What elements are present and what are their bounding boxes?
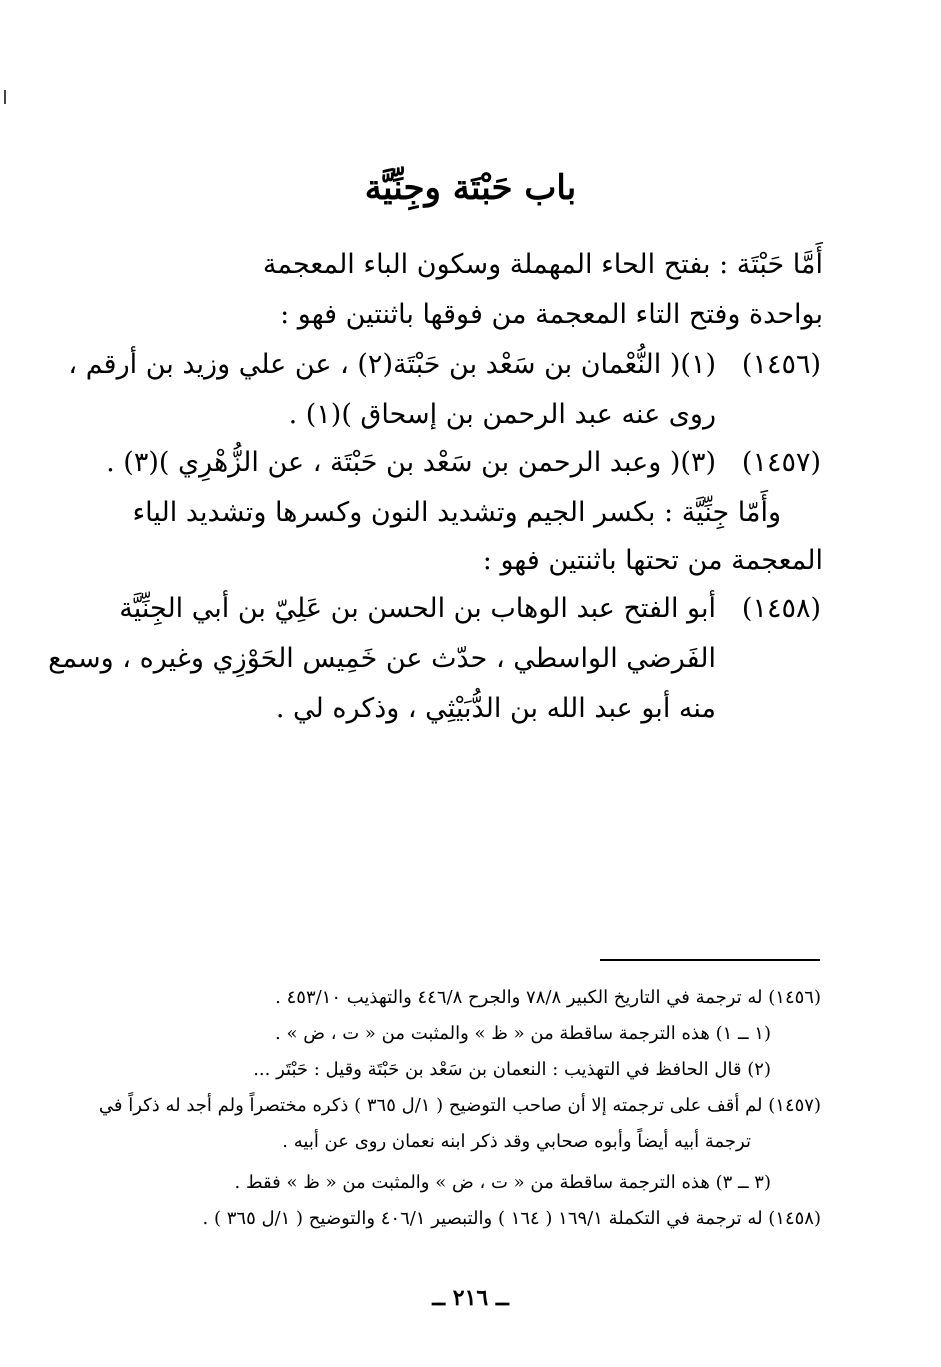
entry-line: (١)( النُّعْمان بن سَعْد بن حَبْتَة(٢) ، عن علي وزيد بن أرقم ، <box>68 349 716 380</box>
footnote-separator <box>600 959 820 961</box>
chapter-title: باب حَبْتَة وجِنِّيَّة <box>364 168 577 208</box>
entry-line: روى عنه عبد الرحمن بن إسحاق )(١) . <box>288 399 716 430</box>
intro-line: وأَمّا جِنِّيَّة : بكسر الجيم وتشديد النون وكسرها وتشديد الياء <box>132 497 781 528</box>
page-number: ــ ٢١٦ ــ <box>432 1285 509 1311</box>
scan-mark <box>4 90 6 104</box>
entry-line: (٣)( وعبد الرحمن بن سَعْد بن حَبْتَة ، عن الزُّهْرِي )(٣) . <box>106 447 716 478</box>
entry-line: أبو الفتح عبد الوهاب بن الحسن بن عَلِيّ بن أبي الجِنِّيَّة <box>119 593 716 624</box>
entry-line: منه أبو عبد الله بن الدُّبَيْثِي ، وذكره لي . <box>275 693 716 724</box>
footnote: (١٤٥٦) له ترجمة في التاريخ الكبير ٧٨/٨ والجرح ٤٤٦/٨ والتهذيب ٤٥٣/١٠ . <box>275 987 821 1008</box>
footnote: ترجمة أبيه أيضاً وأبوه صحابي وقد ذكر ابنه نعمان روى عن أبيه . <box>282 1131 751 1152</box>
footnote: (١٤٥٨) له ترجمة في التكملة ١٦٩/١ ( ١٦٤ ) والتبصير ٤٠٦/١ والتوضيح ( ١/ل ٣٦٥ ) . <box>202 1208 821 1229</box>
entry-number: (١٤٥٨) <box>741 593 821 624</box>
entry-number: (١٤٥٧) <box>741 447 821 478</box>
intro-line: المعجمة من تحتها باثنتين فهو : <box>482 545 823 576</box>
footnote: (١ ــ ١) هذه الترجمة ساقطة من « ظ » والمثبت من « ت ، ض » . <box>275 1023 771 1044</box>
entry-number: (١٤٥٦) <box>741 349 821 380</box>
entry-line: الفَرضي الواسطي ، حدّث عن خَمِيس الحَوْزِي وغيره ، وسمع <box>48 643 716 674</box>
footnote: (١٤٥٧) لم أقف على ترجمته إلا أن صاحب التوضيح ( ١/ل ٣٦٥ ) ذكره مختصراً ولم أجد له ذكراً في <box>98 1095 821 1116</box>
footnote: (٣ ــ ٣) هذه الترجمة ساقطة من « ت ، ض » والمثبت من « ظ » فقط . <box>234 1172 771 1193</box>
intro-line: أَمَّا حَبْتَة : بفتح الحاء المهملة وسكون الباء المعجمة <box>262 249 823 280</box>
intro-line: بواحدة وفتح التاء المعجمة من فوقها باثنتين فهو : <box>280 299 823 330</box>
footnote: (٢) قال الحافظ في التهذيب : النعمان بن سَعْد بن حَبْتَة وقيل : حَبْتَر ... <box>253 1059 771 1080</box>
